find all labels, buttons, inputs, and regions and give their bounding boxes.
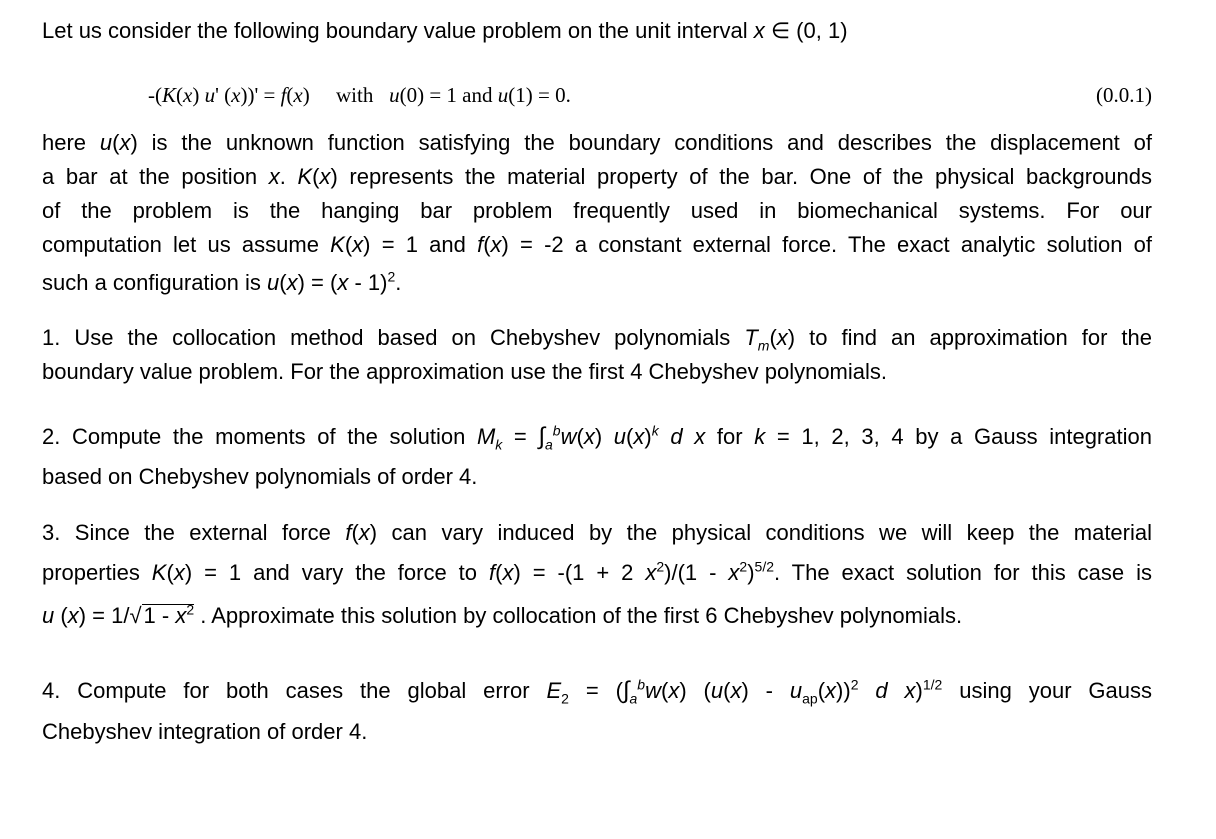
text-line: boundary value problem. For the approximation use the first 4 Chebyshev polynomials.	[42, 359, 888, 384]
text-line: such a configuration is u(x) = (x - 1)$^2$.	[42, 268, 402, 295]
text-line: 2. Compute the moments of the solution $M_k = \int_a^bw(x)$ $u(x)^k$ d x for k = 1, 2, 3, 4 by a Gauss integration	[42, 422, 1152, 453]
task-1	[42, 321, 1152, 389]
text-line: Chebyshev integration of order 4.	[42, 719, 368, 744]
text-line: computation let us assume K(x) = 1 and f(x) = -2 a constant external force. The exact analytic solution of	[42, 232, 1152, 257]
equation-number: (0.0.1)	[1096, 83, 1152, 107]
text-line: based on Chebyshev polynomials of order 4.	[42, 464, 478, 489]
text-line: 1. Use the collocation method based on Chebyshev polynomials $T_m(x)$ to find an approximation for the	[42, 325, 1153, 354]
text-line: a bar at the position x. K(x) represents the material property of the bar. One of the physical backgrounds	[42, 164, 1153, 189]
text-line: u $(x) = 1/√1 - x^2$ . Approximate this solution by collocation of the first 6 Chebyshev polynomials.	[42, 601, 963, 628]
text-line: here u(x) is the unknown function satisfying the boundary conditions and describes the displacement of	[42, 130, 1152, 155]
equation-0-0-1	[42, 83, 1152, 115]
text-line: properties K(x) = 1 and vary the force to f(x) = -(1 + 2 $x^2)/(1 - x^2)^{5/2}$. The exact solution for this case is	[42, 558, 1152, 585]
text-line: 4. Compute for both cases the global error $E_2 = (\int_a^bw(x)$ $(u(x) - u_{ap}(x))^2$ d x)$^{1/2}$ using your Gauss	[42, 676, 1152, 707]
task-2	[42, 418, 1152, 498]
paragraph-description	[42, 126, 1152, 304]
intro-paragraph: Let us consider the following boundary value problem on the unit interval x ∈ (0, 1)	[42, 18, 848, 43]
text-line: of the problem is the hanging bar problem frequently used in biomechanical systems. For our	[42, 198, 1152, 223]
equation-body: -(K(x) u' (x))' = f(x) with u(0) = 1 and u(1) = 0.	[148, 83, 571, 107]
text-line: 3. Since the external force f(x) can vary induced by the physical conditions we will keep the material	[42, 520, 1153, 545]
task-4	[42, 672, 1152, 754]
task-3	[42, 516, 1152, 636]
